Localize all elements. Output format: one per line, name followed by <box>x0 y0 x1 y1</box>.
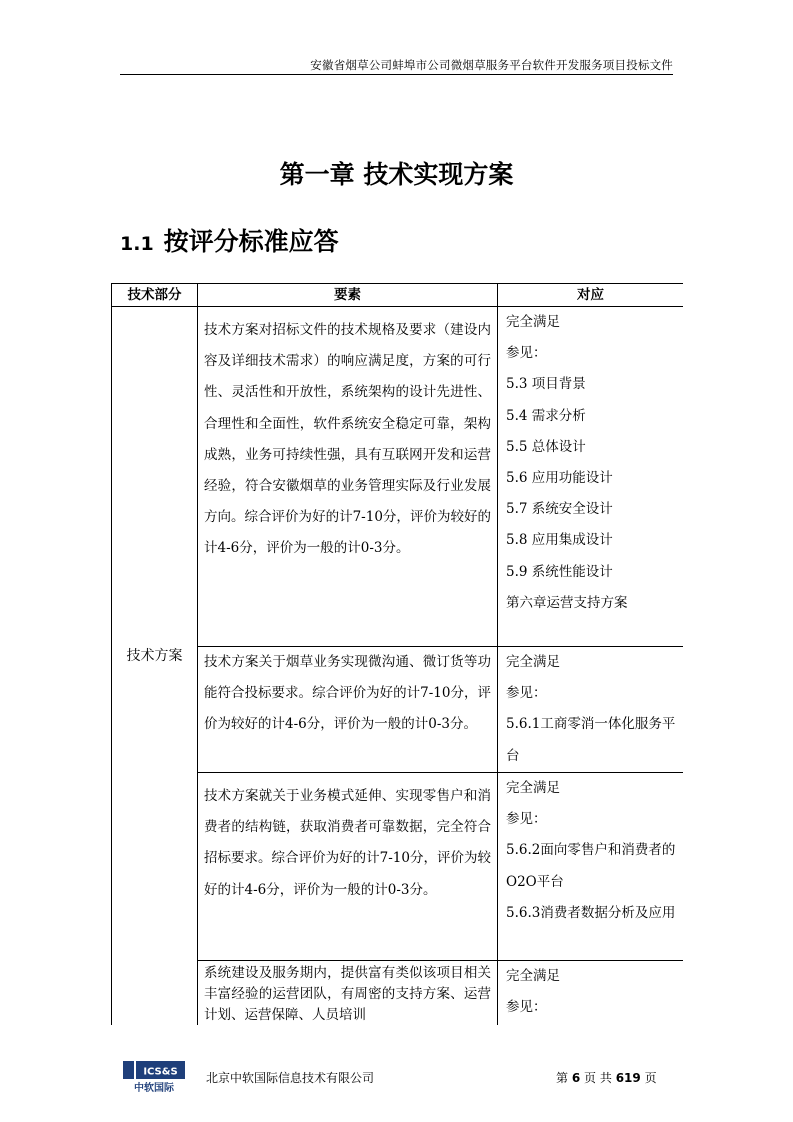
table-row <box>112 307 684 647</box>
response-cell <box>498 647 684 773</box>
response-cell <box>498 773 684 961</box>
company-logo <box>122 1058 186 1094</box>
response-list <box>498 961 683 1023</box>
response-line: 完全满足 <box>506 654 560 670</box>
element-cell <box>198 647 498 773</box>
response-line: 5.6 应用功能设计 <box>506 470 613 487</box>
logo-mark <box>123 1061 134 1079</box>
technical-part-label: 技术方案 <box>126 647 183 664</box>
response-line: 完全满足 <box>506 968 560 984</box>
table-row <box>112 647 684 773</box>
page-suffix: 页 <box>644 1071 657 1085</box>
response-line: 参见： <box>506 345 547 362</box>
response-list <box>498 307 683 619</box>
element-text: 技术方案关于烟草业务实现微沟通、微订货等功能符合投标要求。综合评价为好的计7-10分，评价为较好的计4-6分，评价为一般的计0-3分。 <box>204 654 491 733</box>
response-cell <box>498 961 684 1026</box>
page-total: 619 <box>615 1071 641 1085</box>
response-line: 第六章运营支持方案 <box>506 594 628 611</box>
response-line: 5.6.2面向零售户和消费者的O2O平台 <box>506 842 676 890</box>
header-title: 安徽省烟草公司蚌埠市公司微烟草服务平台软件开发服务项目投标文件 <box>310 58 673 72</box>
section-title <box>120 222 339 258</box>
scoring-table-wrapper <box>111 283 683 1025</box>
page-mid: 页 共 <box>584 1071 612 1085</box>
element-cell <box>198 773 498 961</box>
logo-subtext: 中软国际 <box>134 1083 174 1094</box>
element-cell <box>198 961 498 1026</box>
response-line: 5.4 需求分析 <box>506 407 586 424</box>
element-cell <box>198 307 498 647</box>
response-list <box>498 647 683 772</box>
column-header-response: 对应 <box>498 284 684 307</box>
section-number: 1.1 <box>120 233 154 255</box>
response-line: 5.9 系统性能设计 <box>506 563 613 580</box>
technical-part-cell <box>112 307 198 1026</box>
column-header-element: 要素 <box>198 284 498 307</box>
response-line: 5.6.1工商零消一体化服务平台 <box>506 716 676 764</box>
page-current: 6 <box>571 1071 581 1085</box>
element-text: 技术方案对招标文件的技术规格及要求（建设内容及详细技术需求）的响应满足度，方案的可行性、灵活性和开放性，系统架构的设计先进性、合理性和全面性，软件系统安全稳定可靠，架构成熟，业务可持续性强，具有互联网开发和运营经验，符合安徽烟草的业务管理实际及行业发展方向。综合评价为好的计7-10分，评价为较好的计4-6分，评价为一般的计0-3分。 <box>204 322 491 557</box>
response-line: 5.5 总体设计 <box>506 438 586 455</box>
response-line: 参见： <box>506 811 547 828</box>
table-row <box>112 961 684 1026</box>
response-cell <box>498 307 684 647</box>
response-line: 5.7 系统安全设计 <box>506 501 613 518</box>
table-header-row <box>112 284 684 307</box>
response-line: 5.8 应用集成设计 <box>506 532 613 549</box>
page-prefix: 第 <box>556 1071 569 1085</box>
element-text: 系统建设及服务期内，提供富有类似该项目相关丰富经验的运营团队，有周密的支持方案、运营计划、运营保障、人员培训 <box>204 965 491 1023</box>
response-line: 5.6.3消费者数据分析及应用 <box>506 904 676 921</box>
response-line: 参见： <box>506 999 547 1016</box>
footer-page-number <box>556 1069 657 1086</box>
header-divider <box>120 74 673 75</box>
response-line: 参见： <box>506 685 547 702</box>
response-line: 5.3 项目背景 <box>506 376 586 393</box>
section-title-text: 按评分标准应答 <box>163 227 339 256</box>
chapter-title: 第一章 技术实现方案 <box>279 160 514 189</box>
scoring-table <box>111 283 683 1025</box>
table-row <box>112 773 684 961</box>
footer-company: 北京中软国际信息技术有限公司 <box>206 1071 375 1085</box>
response-line: 完全满足 <box>506 780 560 796</box>
response-list <box>498 773 683 929</box>
response-line: 完全满足 <box>506 314 560 330</box>
element-text: 技术方案就关于业务模式延伸、实现零售户和消费者的结构链，获取消费者可靠数据，完全符合招标要求。综合评价为好的计7-10分，评价为较好的计4-6分，评价为一般的计0-3分。 <box>204 788 491 898</box>
logo-text: ICS&S <box>143 1066 178 1078</box>
column-header-part: 技术部分 <box>112 284 198 307</box>
